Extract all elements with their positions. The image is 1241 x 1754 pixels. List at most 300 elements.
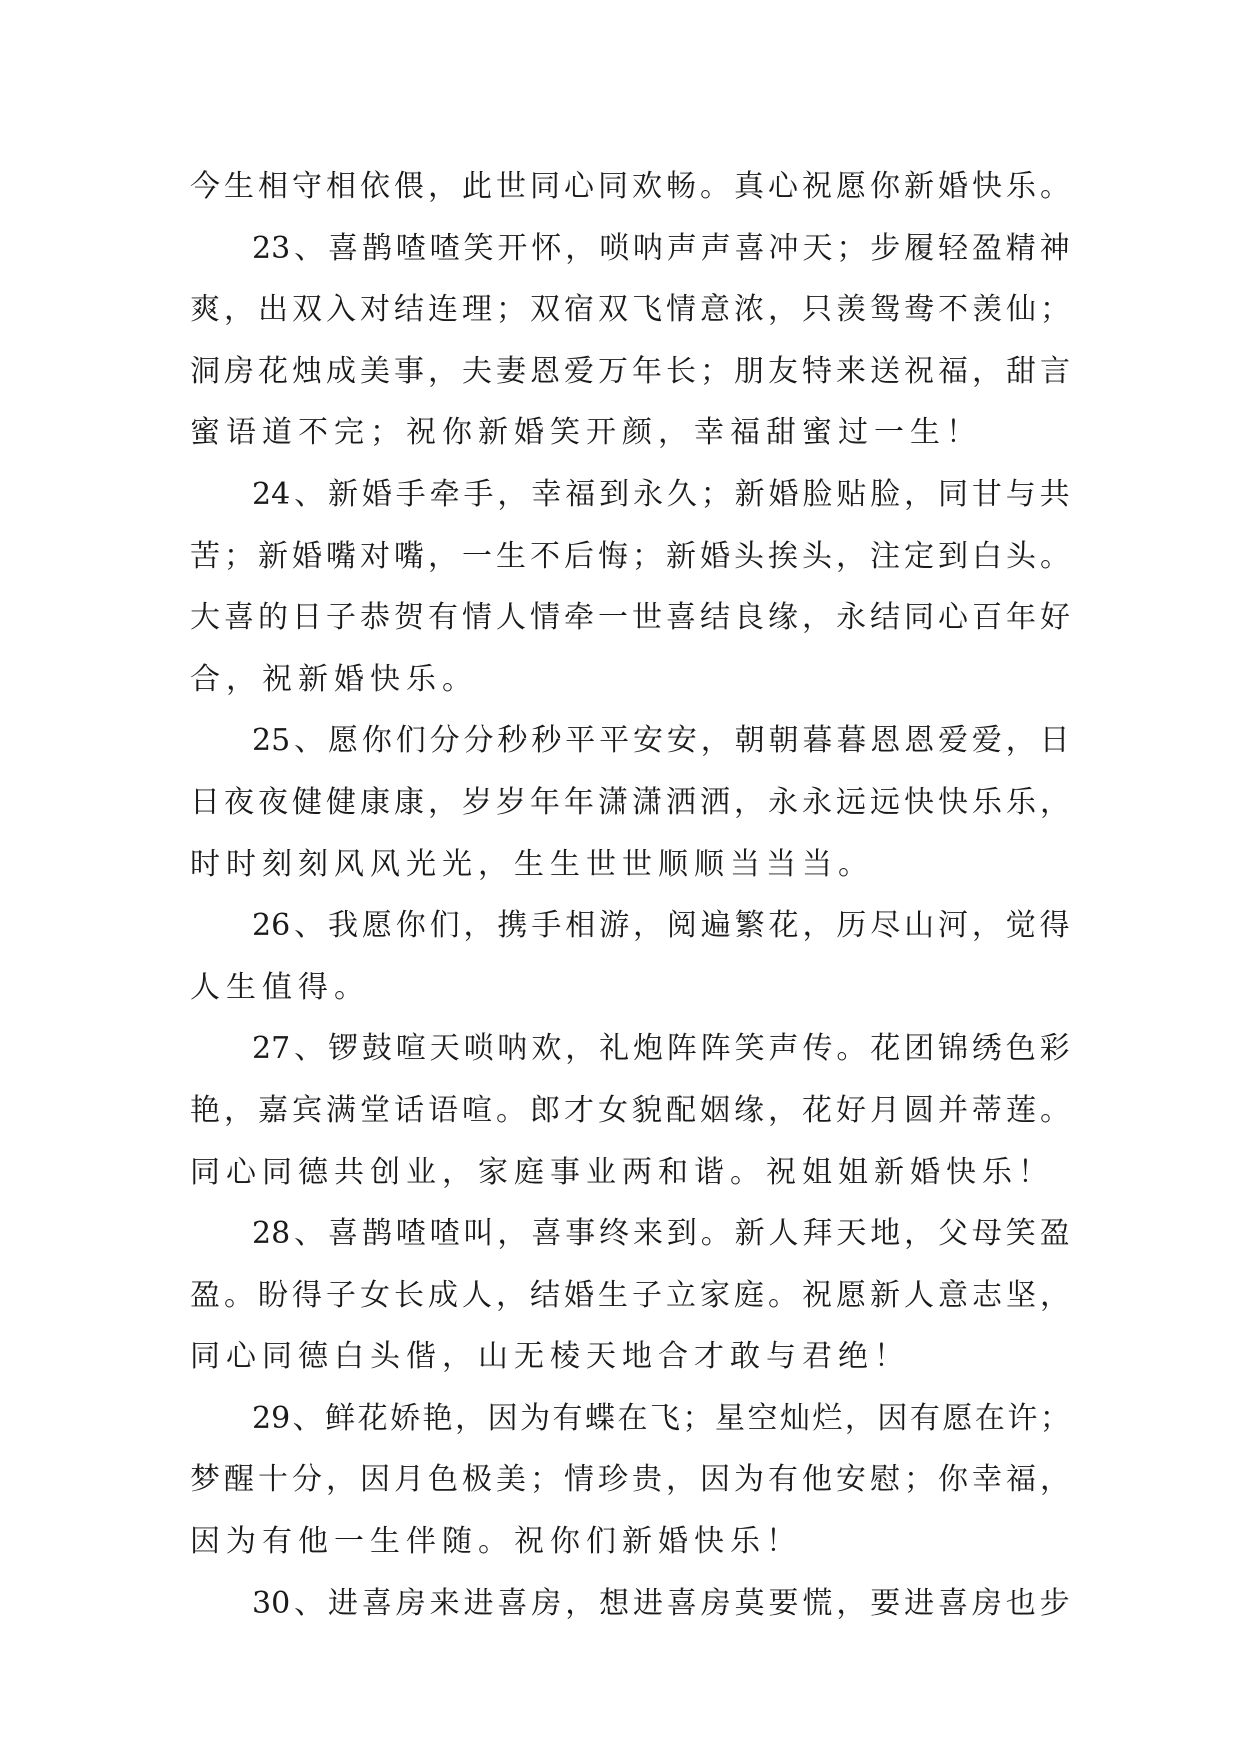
text-glyph: 们 <box>586 1524 622 1560</box>
text-glyph: 美 <box>360 353 390 389</box>
text-glyph: 绝 <box>838 1339 874 1375</box>
text-glyph: 山 <box>904 908 935 944</box>
text-glyph: 安 <box>836 1462 866 1498</box>
text-glyph: 开 <box>586 415 622 451</box>
text-glyph: 一 <box>874 415 910 451</box>
text-glyph: 。 <box>1040 169 1070 204</box>
text-glyph: 健 <box>292 784 322 820</box>
text-glyph: 游 <box>599 908 630 944</box>
text-glyph: ， <box>326 1462 356 1498</box>
text-glyph: 甜 <box>766 415 802 451</box>
text-glyph: 浓 <box>734 292 764 328</box>
text-glyph: 房 <box>395 1585 426 1621</box>
text-glyph: 定 <box>904 538 934 574</box>
text-glyph: 。 <box>334 969 370 1005</box>
text-glyph: 不 <box>298 415 334 451</box>
text-glyph: 君 <box>802 1339 838 1375</box>
text-glyph: 25 <box>252 723 291 759</box>
text-glyph: 情 <box>564 1462 594 1498</box>
text-glyph: ， <box>768 292 798 328</box>
text-glyph: 婚 <box>658 1524 694 1560</box>
text-glyph: 因 <box>360 1462 390 1498</box>
text-glyph: 合 <box>190 661 226 697</box>
text-glyph: 欢 <box>632 169 662 204</box>
text-glyph: ， <box>802 908 833 944</box>
text-glyph: 醒 <box>224 1462 254 1498</box>
text-glyph: 盈 <box>971 230 1002 266</box>
text-glyph: 心 <box>226 1339 262 1375</box>
text-glyph: 、 <box>294 1585 325 1621</box>
text-glyph: 乐 <box>1006 784 1036 820</box>
text-glyph: ， <box>565 230 596 266</box>
text-glyph: 。 <box>768 1277 798 1313</box>
text-glyph: ， <box>658 415 694 451</box>
text-glyph: ， <box>971 908 1002 944</box>
text-glyph: 。 <box>1040 1092 1070 1128</box>
text-glyph: 到 <box>666 1216 697 1252</box>
text-glyph: ， <box>496 1277 526 1313</box>
text-glyph: 遍 <box>700 908 731 944</box>
text-glyph: 花 <box>802 1092 832 1128</box>
text-glyph: 值 <box>262 969 298 1005</box>
text-glyph: 炮 <box>632 1031 663 1067</box>
text-glyph: 房 <box>531 1585 562 1621</box>
text-glyph: 他 <box>298 1524 334 1560</box>
text-glyph: 。 <box>730 1154 766 1190</box>
text-glyph: 们 <box>429 908 460 944</box>
text-glyph: 得 <box>298 969 334 1005</box>
text-line <box>190 464 1070 526</box>
text-glyph: 日 <box>292 600 322 636</box>
text-glyph: 洒 <box>700 784 730 820</box>
text-glyph: 你 <box>442 415 478 451</box>
text-glyph: 心 <box>938 600 968 636</box>
text-glyph: ， <box>224 1092 254 1128</box>
text-glyph: 不 <box>938 292 968 328</box>
text-glyph: 守 <box>292 169 322 204</box>
text-glyph: 生 <box>370 1524 406 1560</box>
text-glyph: 夜 <box>258 784 288 820</box>
text-glyph: 貌 <box>632 1092 662 1128</box>
text-glyph: 。 <box>700 1216 731 1252</box>
text-glyph: 风 <box>370 846 406 882</box>
text-glyph: 恩 <box>530 353 560 389</box>
text-glyph: ， <box>836 1585 867 1621</box>
text-glyph: 花 <box>768 908 799 944</box>
text-glyph: 唢 <box>463 1031 494 1067</box>
text-glyph: 喧 <box>462 1092 492 1128</box>
text-glyph: 安 <box>666 723 697 759</box>
text-glyph: ， <box>844 1400 875 1436</box>
text-glyph: 飞 <box>632 292 662 328</box>
text-line <box>190 1203 1070 1265</box>
text-glyph: 心 <box>768 169 798 204</box>
text-glyph: 祝 <box>766 1154 802 1190</box>
text-glyph: 同 <box>530 169 560 204</box>
text-glyph: ； <box>632 538 662 574</box>
text-glyph: 世 <box>632 600 662 636</box>
text-glyph: 姻 <box>700 1092 730 1128</box>
text-glyph: 生 <box>224 169 254 204</box>
text-glyph: 新 <box>666 538 696 574</box>
text-glyph: 要 <box>768 1585 799 1621</box>
text-glyph: 、 <box>294 1031 325 1067</box>
text-glyph: 友 <box>768 353 798 389</box>
text-glyph: 福 <box>938 353 968 389</box>
text-glyph: 过 <box>838 415 874 451</box>
text-glyph: 相 <box>326 169 356 204</box>
text-glyph: 潇 <box>598 784 628 820</box>
text-glyph: 声 <box>700 230 731 266</box>
text-glyph: 山 <box>478 1339 514 1375</box>
text-glyph: 只 <box>802 292 832 328</box>
text-glyph: 相 <box>258 169 288 204</box>
text-glyph: 生 <box>514 846 550 882</box>
text-glyph: 福 <box>1006 1462 1036 1498</box>
text-glyph: 生 <box>550 846 586 882</box>
text-glyph: 愿 <box>361 908 392 944</box>
text-glyph: 在 <box>617 1400 648 1436</box>
text-glyph: 得 <box>292 1277 322 1313</box>
text-glyph: ； <box>700 353 730 389</box>
text-glyph: 言 <box>1040 353 1070 389</box>
text-glyph: 夫 <box>462 353 492 389</box>
text-glyph: 冲 <box>768 230 799 266</box>
text-glyph: 觉 <box>1005 908 1036 944</box>
text-glyph: 莲 <box>1006 1092 1036 1128</box>
text-glyph: 人 <box>768 1216 799 1252</box>
text-glyph: 脸 <box>870 476 901 512</box>
text-glyph: 结 <box>530 1277 560 1313</box>
text-glyph: 、 <box>294 476 325 512</box>
text-glyph: 缘 <box>768 600 798 636</box>
text-glyph: 历 <box>836 908 867 944</box>
text-glyph: 祝 <box>802 169 832 204</box>
text-glyph: 平 <box>599 723 630 759</box>
text-glyph: 颜 <box>622 415 658 451</box>
text-glyph: 有 <box>768 1462 798 1498</box>
text-glyph: 喜 <box>327 1216 358 1252</box>
text-glyph: 恭 <box>360 600 390 636</box>
text-glyph: 才 <box>564 1092 594 1128</box>
text-glyph: 双 <box>530 292 560 328</box>
text-glyph: 手 <box>463 476 494 512</box>
text-glyph: ， <box>666 1462 696 1498</box>
text-glyph: 29 <box>252 1400 291 1436</box>
text-glyph: 婚 <box>564 1277 594 1313</box>
text-glyph: 26 <box>252 908 291 944</box>
text-glyph: 一 <box>334 1524 370 1560</box>
text-glyph: 刻 <box>262 846 298 882</box>
text-glyph: ， <box>226 661 262 697</box>
text-glyph: 因 <box>487 1400 518 1436</box>
text-line <box>190 1265 1070 1327</box>
text-glyph: ； <box>370 415 406 451</box>
text-glyph: 祝 <box>904 353 934 389</box>
text-glyph: 好 <box>1040 600 1070 636</box>
text-glyph: 挨 <box>768 538 798 574</box>
text-glyph: 结 <box>700 600 730 636</box>
text-glyph: 姐 <box>838 1154 874 1190</box>
text-glyph: 伴 <box>406 1524 442 1560</box>
text-glyph: 天 <box>836 1216 867 1252</box>
text-glyph: 时 <box>226 846 262 882</box>
text-glyph: 同 <box>904 600 934 636</box>
text-glyph: 光 <box>406 846 442 882</box>
text-glyph: 甜 <box>1006 353 1036 389</box>
text-glyph: 为 <box>734 1462 764 1498</box>
text-glyph: 喜 <box>327 230 358 266</box>
text-glyph: 随 <box>442 1524 478 1560</box>
text-glyph: 进 <box>463 1585 494 1621</box>
text-glyph: ， <box>734 784 764 820</box>
text-glyph: 日 <box>190 784 220 820</box>
text-glyph: 娇 <box>390 1400 421 1436</box>
text-glyph: 梦 <box>190 1462 220 1498</box>
text-glyph: 顺 <box>694 846 730 882</box>
text-glyph: 分 <box>292 1462 322 1498</box>
text-glyph: 笑 <box>734 1031 765 1067</box>
text-glyph: 情 <box>462 600 492 636</box>
text-glyph: 洒 <box>666 784 696 820</box>
text-glyph: 笑 <box>1005 1216 1036 1252</box>
text-glyph: 好 <box>836 1092 866 1128</box>
text-glyph: 有 <box>262 1524 298 1560</box>
text-glyph: 白 <box>972 538 1002 574</box>
text-glyph: 艳 <box>422 1400 453 1436</box>
text-line <box>190 895 1070 957</box>
text-glyph: 出 <box>258 292 288 328</box>
text-glyph: 23 <box>252 230 291 266</box>
text-glyph: 敢 <box>730 1339 766 1375</box>
text-glyph: 我 <box>327 908 358 944</box>
text-glyph: 唢 <box>599 230 630 266</box>
text-glyph: 进 <box>632 1585 663 1621</box>
text-glyph: 新 <box>734 476 765 512</box>
text-glyph: 婚 <box>700 538 730 574</box>
text-glyph: 新 <box>298 661 334 697</box>
text-glyph: 繁 <box>734 908 765 944</box>
text-glyph: 庭 <box>514 1154 550 1190</box>
text-glyph: 甘 <box>971 476 1002 512</box>
text-glyph: 愿 <box>942 1400 973 1436</box>
text-glyph: 此 <box>462 169 492 204</box>
text-glyph: 声 <box>768 1031 799 1067</box>
text-glyph: 万 <box>598 353 628 389</box>
text-glyph: 进 <box>904 1585 935 1621</box>
text-glyph: 喜 <box>361 1585 392 1621</box>
text-glyph: 步 <box>1039 1585 1070 1621</box>
text-glyph: 星 <box>714 1400 745 1436</box>
text-glyph: 永 <box>802 784 832 820</box>
text-glyph: 喧 <box>395 1031 426 1067</box>
text-glyph: 27 <box>252 1031 291 1067</box>
text-glyph: 暮 <box>802 723 833 759</box>
text-glyph: 成 <box>326 353 356 389</box>
text-glyph: 结 <box>870 600 900 636</box>
text-glyph: 连 <box>428 292 458 328</box>
text-glyph: 爱 <box>938 723 968 759</box>
text-glyph: 蒂 <box>972 1092 1002 1128</box>
text-glyph: 同 <box>190 1339 226 1375</box>
text-glyph: 成 <box>428 1277 458 1313</box>
text-glyph: 送 <box>870 353 900 389</box>
text-line <box>190 1388 1070 1450</box>
text-glyph: ， <box>478 846 514 882</box>
text-line <box>190 1573 1070 1635</box>
text-glyph: 新 <box>734 1216 765 1252</box>
text-glyph: 贴 <box>836 476 867 512</box>
text-glyph: 同 <box>938 476 968 512</box>
text-glyph: 头 <box>370 1339 406 1375</box>
text-glyph: ， <box>224 292 254 328</box>
text-glyph: 白 <box>334 1339 370 1375</box>
text-glyph: 母 <box>971 1216 1002 1252</box>
text-glyph: 子 <box>326 600 356 636</box>
text-glyph: 在 <box>974 1400 1005 1436</box>
text-glyph: 蜜 <box>190 415 226 451</box>
text-glyph: 乐 <box>972 784 1002 820</box>
text-glyph: 有 <box>428 600 458 636</box>
text-glyph: 你 <box>938 1462 968 1498</box>
text-glyph: 美 <box>496 1462 526 1498</box>
text-glyph: 同 <box>262 1154 298 1190</box>
text-glyph: 堂 <box>360 1092 390 1128</box>
text-glyph: 、 <box>294 230 325 266</box>
text-glyph: ， <box>1005 723 1036 759</box>
text-glyph: 头 <box>802 538 832 574</box>
text-glyph: 分 <box>429 723 460 759</box>
text-glyph: 时 <box>190 846 226 882</box>
text-glyph: 、 <box>294 908 325 944</box>
text-glyph: 空 <box>747 1400 778 1436</box>
text-glyph: 牵 <box>564 600 594 636</box>
text-glyph: 来 <box>632 1216 663 1252</box>
text-glyph: ； <box>700 476 731 512</box>
text-glyph: 对 <box>360 292 390 328</box>
text-glyph: ， <box>1040 1277 1070 1313</box>
text-glyph: 生 <box>496 538 526 574</box>
text-glyph: 意 <box>700 292 730 328</box>
text-glyph: 康 <box>360 784 390 820</box>
text-glyph: 们 <box>395 723 426 759</box>
text-glyph: 永 <box>632 476 663 512</box>
text-glyph: 新 <box>874 1154 910 1190</box>
text-glyph: ， <box>497 476 528 512</box>
text-glyph: 婚 <box>514 415 550 451</box>
text-glyph: 艳 <box>190 1092 220 1128</box>
text-glyph: 花 <box>357 1400 388 1436</box>
text-glyph: 偕 <box>406 1339 442 1375</box>
text-glyph: 乐 <box>730 1524 766 1560</box>
text-line <box>190 1080 1070 1142</box>
text-glyph: 德 <box>298 1154 334 1190</box>
text-glyph: 道 <box>262 415 298 451</box>
text-glyph: ， <box>836 538 866 574</box>
text-glyph: 贵 <box>632 1462 662 1498</box>
text-glyph: 花 <box>870 1031 901 1067</box>
text-glyph: ， <box>904 1216 935 1252</box>
text-glyph: 完 <box>334 415 370 451</box>
text-glyph: 30 <box>252 1585 291 1621</box>
text-glyph: 呐 <box>497 1031 528 1067</box>
text-glyph: 长 <box>666 353 696 389</box>
text-line <box>190 526 1070 588</box>
text-glyph: 幸 <box>531 476 562 512</box>
text-glyph: ， <box>1040 784 1070 820</box>
text-glyph: 悔 <box>598 538 628 574</box>
text-glyph: 语 <box>428 1092 458 1128</box>
text-glyph: 笑 <box>463 230 494 266</box>
text-glyph: 新 <box>327 476 358 512</box>
text-glyph: 河 <box>938 908 968 944</box>
text-glyph: 终 <box>599 1216 630 1252</box>
text-glyph: 花 <box>258 353 288 389</box>
text-glyph: 生 <box>910 415 946 451</box>
text-glyph: 父 <box>938 1216 968 1252</box>
text-glyph: 双 <box>598 292 628 328</box>
text-glyph: 鹊 <box>361 1216 392 1252</box>
text-glyph: 女 <box>360 1277 390 1313</box>
text-glyph: ， <box>972 353 1002 389</box>
text-glyph: 新 <box>478 415 514 451</box>
text-glyph: 步 <box>870 230 901 266</box>
text-glyph: 情 <box>666 292 696 328</box>
text-glyph: 手 <box>531 908 562 944</box>
text-glyph: 神 <box>1039 230 1070 266</box>
text-glyph: 畅 <box>666 169 696 204</box>
text-glyph: 当 <box>766 846 802 882</box>
text-glyph: ； <box>224 538 254 574</box>
text-glyph: 潇 <box>632 784 662 820</box>
text-glyph: 当 <box>730 846 766 882</box>
text-glyph: 天 <box>802 230 833 266</box>
text-glyph: 祝 <box>262 661 298 697</box>
text-glyph: 良 <box>734 600 764 636</box>
text-glyph: 盈 <box>1039 1216 1070 1252</box>
text-line <box>190 341 1070 403</box>
text-glyph: 。 <box>1040 538 1070 574</box>
text-glyph: ， <box>455 1400 486 1436</box>
text-glyph: 24 <box>252 476 291 512</box>
text-glyph: ， <box>497 1216 528 1252</box>
text-glyph: 分 <box>463 723 494 759</box>
text-glyph: 牵 <box>429 476 460 512</box>
text-glyph: 洞 <box>190 353 220 389</box>
text-glyph: 乐 <box>982 1154 1018 1190</box>
text-glyph: 祝 <box>406 415 442 451</box>
text-glyph: 一 <box>462 538 492 574</box>
text-line <box>190 649 1070 711</box>
text-glyph: 月 <box>394 1462 424 1498</box>
text-glyph: 手 <box>395 476 426 512</box>
text-glyph: 年 <box>530 784 560 820</box>
text-glyph: 婚 <box>361 476 392 512</box>
text-glyph: 无 <box>514 1339 550 1375</box>
text-glyph: 携 <box>497 908 528 944</box>
text-glyph: ！ <box>766 1524 802 1560</box>
text-glyph: 有 <box>909 1400 940 1436</box>
text-glyph: 苦 <box>190 538 220 574</box>
text-glyph: 事 <box>394 353 424 389</box>
text-glyph: 尽 <box>870 908 901 944</box>
text-glyph: 极 <box>462 1462 492 1498</box>
text-glyph: 世 <box>496 169 526 204</box>
text-glyph: 欢 <box>531 1031 562 1067</box>
text-glyph: 健 <box>326 784 356 820</box>
text-glyph: 妻 <box>496 353 526 389</box>
text-line <box>190 957 1070 1019</box>
